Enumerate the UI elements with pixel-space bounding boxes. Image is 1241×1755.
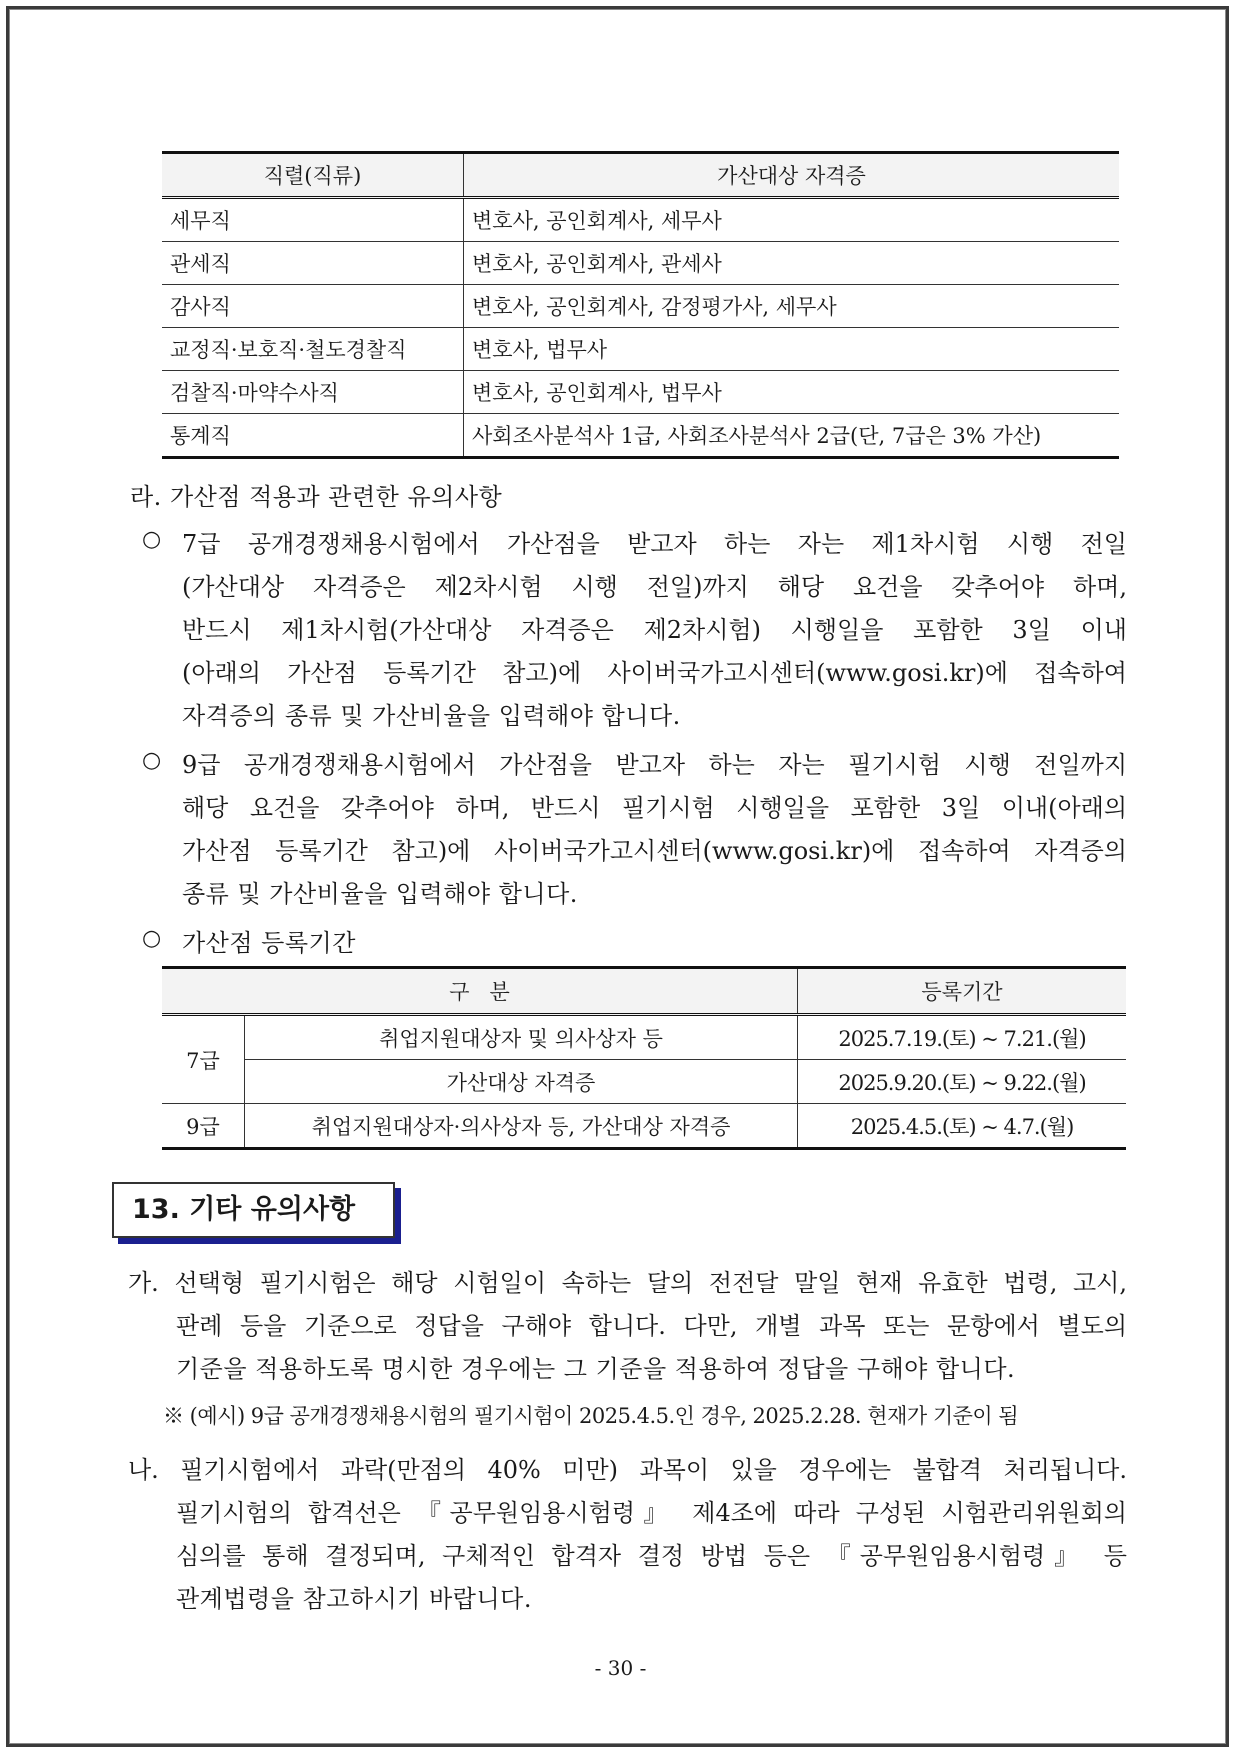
example-note: ※ (예시) 9급 공개경쟁채용시험의 필기시험이 2025.4.5.인 경우, 2025.2.28. 현재가 기준이 됨 — [163, 1404, 1019, 1428]
na-line: 심의를 통해 결정되며, 구체적인 합격자 결정 방법 등은 『공무원임용시험령』 등 — [176, 1542, 1127, 1570]
ga-line: 가. 선택형 필기시험은 해당 시험일이 속하는 달의 전전달 말일 현재 유효한 법령, 고시, — [128, 1269, 1127, 1297]
bullet1-line: 7급 공개경쟁채용시험에서 가산점을 받고자 하는 자는 제1차시험 시행 전일 — [182, 530, 1127, 558]
certificate-table — [162, 151, 1119, 459]
bullet2-line: 9급 공개경쟁채용시험에서 가산점을 받고자 하는 자는 필기시험 시행 전일까지 — [182, 751, 1127, 779]
table-row — [162, 1104, 1126, 1149]
table-row — [162, 371, 1119, 414]
cell-job-series: 세무직 — [162, 198, 464, 242]
cell-description: 취업지원대상자·의사상자 등, 가산대상 자격증 — [245, 1104, 798, 1149]
table-header-row — [162, 153, 1119, 198]
cell-description: 취업지원대상자 및 의사상자 등 — [245, 1015, 798, 1060]
bullet-circle-icon: ○ — [142, 926, 162, 951]
bullet1-line: 자격증의 종류 및 가산비율을 입력해야 합니다. — [182, 702, 681, 730]
table-header-row — [162, 968, 1126, 1015]
cell-period: 2025.4.5.(토) ~ 4.7.(월) — [798, 1104, 1127, 1149]
ga-line: 판례 등을 기준으로 정답을 구해야 합니다. 다만, 개별 과목 또는 문항에서 별도의 — [176, 1312, 1127, 1340]
cell-certificate: 변호사, 공인회계사, 세무사 — [464, 198, 1120, 242]
bullet-circle-icon: ○ — [142, 748, 162, 773]
na-line: 나. 필기시험에서 과락(만점의 40% 미만) 과목이 있을 경우에는 불합격 처리됩니다. — [128, 1456, 1127, 1484]
cell-certificate: 사회조사분석사 1급, 사회조사분석사 2급(단, 7급은 3% 가산) — [464, 414, 1120, 458]
table-row — [162, 328, 1119, 371]
ga-line: 기준을 적용하도록 명시한 경우에는 그 기준을 적용하여 정답을 구해야 합니다. — [176, 1355, 1016, 1383]
cell-job-series: 감사직 — [162, 285, 464, 328]
bullet2-line: 종류 및 가산비율을 입력해야 합니다. — [182, 880, 578, 908]
section-13-title: 13. 기타 유의사항 — [112, 1182, 395, 1238]
table-row — [162, 285, 1119, 328]
bullet3-line: 가산점 등록기간 — [182, 929, 356, 957]
section-ra-heading: 라. 가산점 적용과 관련한 유의사항 — [130, 483, 503, 511]
cell-period: 2025.9.20.(토) ~ 9.22.(월) — [798, 1060, 1127, 1104]
cell-description: 가산대상 자격증 — [245, 1060, 798, 1104]
registration-period-table — [162, 966, 1126, 1150]
table-row — [162, 1060, 1126, 1104]
cell-job-series: 교정직·보호직·철도경찰직 — [162, 328, 464, 371]
table-row — [162, 1015, 1126, 1060]
bullet1-line: (가산대상 자격증은 제2차시험 시행 전일)까지 해당 요건을 갖추어야 하며, — [182, 573, 1127, 601]
cell-job-series: 통계직 — [162, 414, 464, 458]
bullet2-line: 해당 요건을 갖추어야 하며, 반드시 필기시험 시행일을 포함한 3일 이내(아래의 — [182, 794, 1127, 822]
header-category: 구 분 — [162, 968, 798, 1015]
cell-certificate: 변호사, 공인회계사, 관세사 — [464, 242, 1120, 285]
table-row — [162, 414, 1119, 458]
header-job-series: 직렬(직류) — [162, 153, 464, 198]
table-row — [162, 242, 1119, 285]
bullet-circle-icon: ○ — [142, 527, 162, 552]
cell-certificate: 변호사, 공인회계사, 감정평가사, 세무사 — [464, 285, 1120, 328]
na-line: 필기시험의 합격선은 『공무원임용시험령』 제4조에 따라 구성된 시험관리위원회의 — [176, 1499, 1127, 1527]
grade-9-cell: 9급 — [162, 1104, 245, 1149]
page-number: - 30 - — [594, 1656, 647, 1680]
cell-job-series: 관세직 — [162, 242, 464, 285]
bullet1-line: 반드시 제1차시험(가산대상 자격증은 제2차시험) 시행일을 포함한 3일 이내 — [182, 616, 1127, 644]
header-period: 등록기간 — [798, 968, 1127, 1015]
bullet2-line: 가산점 등록기간 참고)에 사이버국가고시센터(www.gosi.kr)에 접속하여 자격증의 — [182, 837, 1127, 865]
na-line: 관계법령을 참고하시기 바랍니다. — [176, 1585, 532, 1613]
header-certificate: 가산대상 자격증 — [464, 153, 1120, 198]
cell-certificate: 변호사, 공인회계사, 법무사 — [464, 371, 1120, 414]
cell-certificate: 변호사, 법무사 — [464, 328, 1120, 371]
grade-7-cell: 7급 — [162, 1015, 245, 1104]
cell-period: 2025.7.19.(토) ~ 7.21.(월) — [798, 1015, 1127, 1060]
bullet1-line: (아래의 가산점 등록기간 참고)에 사이버국가고시센터(www.gosi.kr)에 접속하여 — [182, 659, 1127, 687]
table-row — [162, 198, 1119, 242]
cell-job-series: 검찰직·마약수사직 — [162, 371, 464, 414]
